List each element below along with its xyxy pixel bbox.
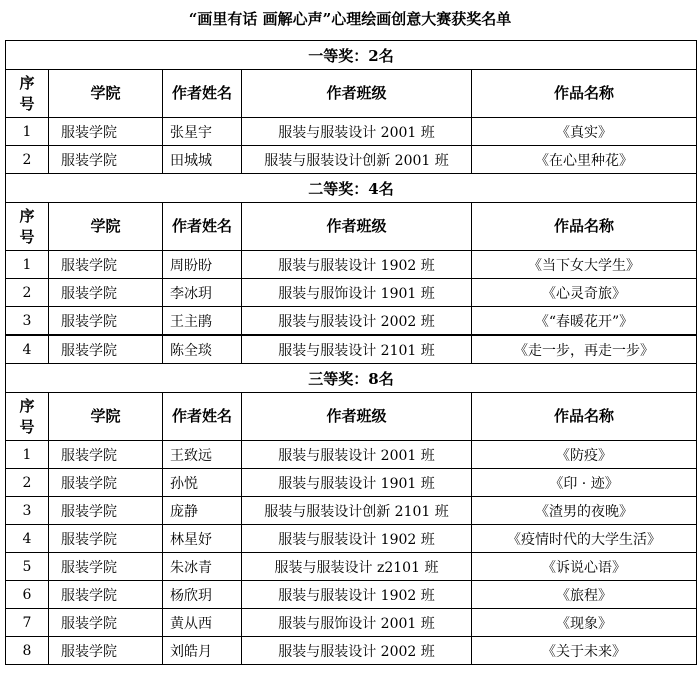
cell-college: 服装学院: [49, 146, 163, 174]
table-header-row: [6, 203, 697, 251]
table-header-row: [6, 393, 697, 441]
cell-work: 《防疫》: [472, 441, 697, 469]
cell-no: 4: [6, 335, 49, 364]
cell-author: 林星妤: [163, 525, 242, 553]
cell-work: 《心灵奇旅》: [472, 279, 697, 307]
cell-no: 1: [6, 118, 49, 146]
cell-no: 1: [6, 251, 49, 279]
cell-college: 服装学院: [49, 525, 163, 553]
cell-college: 服装学院: [49, 335, 163, 364]
cell-author: 李冰玥: [163, 279, 242, 307]
table-row: [6, 441, 697, 469]
cell-no: 5: [6, 553, 49, 581]
cell-author: 王致远: [163, 441, 242, 469]
table-row: [6, 118, 697, 146]
table-row: [6, 251, 697, 279]
cell-no: 6: [6, 581, 49, 609]
cell-no: 1: [6, 441, 49, 469]
cell-class: 服装与服饰设计 2001 班: [242, 609, 472, 637]
cell-class: 服装与服装设计 1902 班: [242, 525, 472, 553]
cell-author: 朱冰青: [163, 553, 242, 581]
header-no: 序号: [6, 393, 49, 441]
cell-class: 服装与服装设计 2101 班: [242, 335, 472, 364]
cell-author: 庞静: [163, 497, 242, 525]
header-work: 作品名称: [472, 203, 697, 251]
page-title: “画里有话 画解心声”心理绘画创意大赛获奖名单: [188, 10, 512, 28]
header-no: 序号: [6, 203, 49, 251]
section-heading: 一等奖：2名: [6, 41, 697, 70]
cell-no: 4: [6, 525, 49, 553]
table-row: [6, 525, 697, 553]
cell-author: 田城城: [163, 146, 242, 174]
cell-author: 张星宇: [163, 118, 242, 146]
cell-no: 7: [6, 609, 49, 637]
cell-author: 黄从西: [163, 609, 242, 637]
cell-no: 8: [6, 637, 49, 665]
table-header-row: [6, 70, 697, 118]
header-author: 作者姓名: [163, 203, 242, 251]
cell-college: 服装学院: [49, 441, 163, 469]
header-college: 学院: [49, 393, 163, 441]
table-row: [6, 497, 697, 525]
cell-work: 《渣男的夜晚》: [472, 497, 697, 525]
cell-class: 服装与服装设计 2001 班: [242, 118, 472, 146]
cell-no: 2: [6, 146, 49, 174]
cell-author: 王主鹃: [163, 307, 242, 336]
section-heading-third-prize: [6, 364, 697, 393]
cell-college: 服装学院: [49, 279, 163, 307]
section-heading: 二等奖：4名: [6, 174, 697, 203]
cell-college: 服装学院: [49, 118, 163, 146]
cell-work: 《旅程》: [472, 581, 697, 609]
cell-author: 杨欣玥: [163, 581, 242, 609]
cell-college: 服装学院: [49, 581, 163, 609]
table-row: [6, 279, 697, 307]
cell-class: 服装与服装设计创新 2101 班: [242, 497, 472, 525]
cell-college: 服装学院: [49, 251, 163, 279]
cell-college: 服装学院: [49, 553, 163, 581]
header-author: 作者姓名: [163, 393, 242, 441]
cell-author: 孙悦: [163, 469, 242, 497]
table-row: [6, 609, 697, 637]
cell-class: 服装与服装设计 2002 班: [242, 637, 472, 665]
header-no: 序号: [6, 70, 49, 118]
cell-class: 服装与服装设计 2001 班: [242, 441, 472, 469]
cell-work: 《真实》: [472, 118, 697, 146]
header-college: 学院: [49, 70, 163, 118]
cell-no: 3: [6, 307, 49, 336]
cell-class: 服装与服装设计 1902 班: [242, 581, 472, 609]
cell-college: 服装学院: [49, 609, 163, 637]
cell-class: 服装与服装设计 1902 班: [242, 251, 472, 279]
cell-work: 《现象》: [472, 609, 697, 637]
cell-college: 服装学院: [49, 307, 163, 336]
cell-work: 《印 · 迹》: [472, 469, 697, 497]
table-row: [6, 637, 697, 665]
cell-no: 2: [6, 469, 49, 497]
cell-work: 《关于未来》: [472, 637, 697, 665]
cell-college: 服装学院: [49, 637, 163, 665]
header-work: 作品名称: [472, 70, 697, 118]
table-row: [6, 581, 697, 609]
cell-class: 服装与服装设计创新 2001 班: [242, 146, 472, 174]
cell-college: 服装学院: [49, 469, 163, 497]
cell-work: 《在心里种花》: [472, 146, 697, 174]
cell-work: 《诉说心语》: [472, 553, 697, 581]
cell-class: 服装与服装设计 2002 班: [242, 307, 472, 336]
cell-author: 刘皓月: [163, 637, 242, 665]
cell-no: 2: [6, 279, 49, 307]
cell-college: 服装学院: [49, 497, 163, 525]
cell-work: 《“春暖花开”》: [472, 307, 697, 336]
header-author: 作者姓名: [163, 70, 242, 118]
table-row: [6, 146, 697, 174]
header-college: 学院: [49, 203, 163, 251]
header-class: 作者班级: [242, 70, 472, 118]
cell-work: 《疫情时代的大学生活》: [472, 525, 697, 553]
cell-work: 《当下女大学生》: [472, 251, 697, 279]
section-heading-second-prize: [6, 174, 697, 203]
cell-class: 服装与服装设计 1901 班: [242, 469, 472, 497]
cell-class: 服装与服饰设计 1901 班: [242, 279, 472, 307]
header-work: 作品名称: [472, 393, 697, 441]
cell-work: 《走一步，再走一步》: [472, 335, 697, 364]
cell-author: 周盼盼: [163, 251, 242, 279]
table-row: [6, 553, 697, 581]
header-class: 作者班级: [242, 393, 472, 441]
section-heading: 三等奖：8名: [6, 364, 697, 393]
section-heading-first-prize: [6, 41, 697, 70]
table-row: [6, 335, 697, 364]
table-row: [6, 307, 697, 336]
header-class: 作者班级: [242, 203, 472, 251]
cell-author: 陈全琰: [163, 335, 242, 364]
table-row: [6, 469, 697, 497]
award-table: [5, 40, 697, 665]
cell-class: 服装与服装设计 z2101 班: [242, 553, 472, 581]
cell-no: 3: [6, 497, 49, 525]
